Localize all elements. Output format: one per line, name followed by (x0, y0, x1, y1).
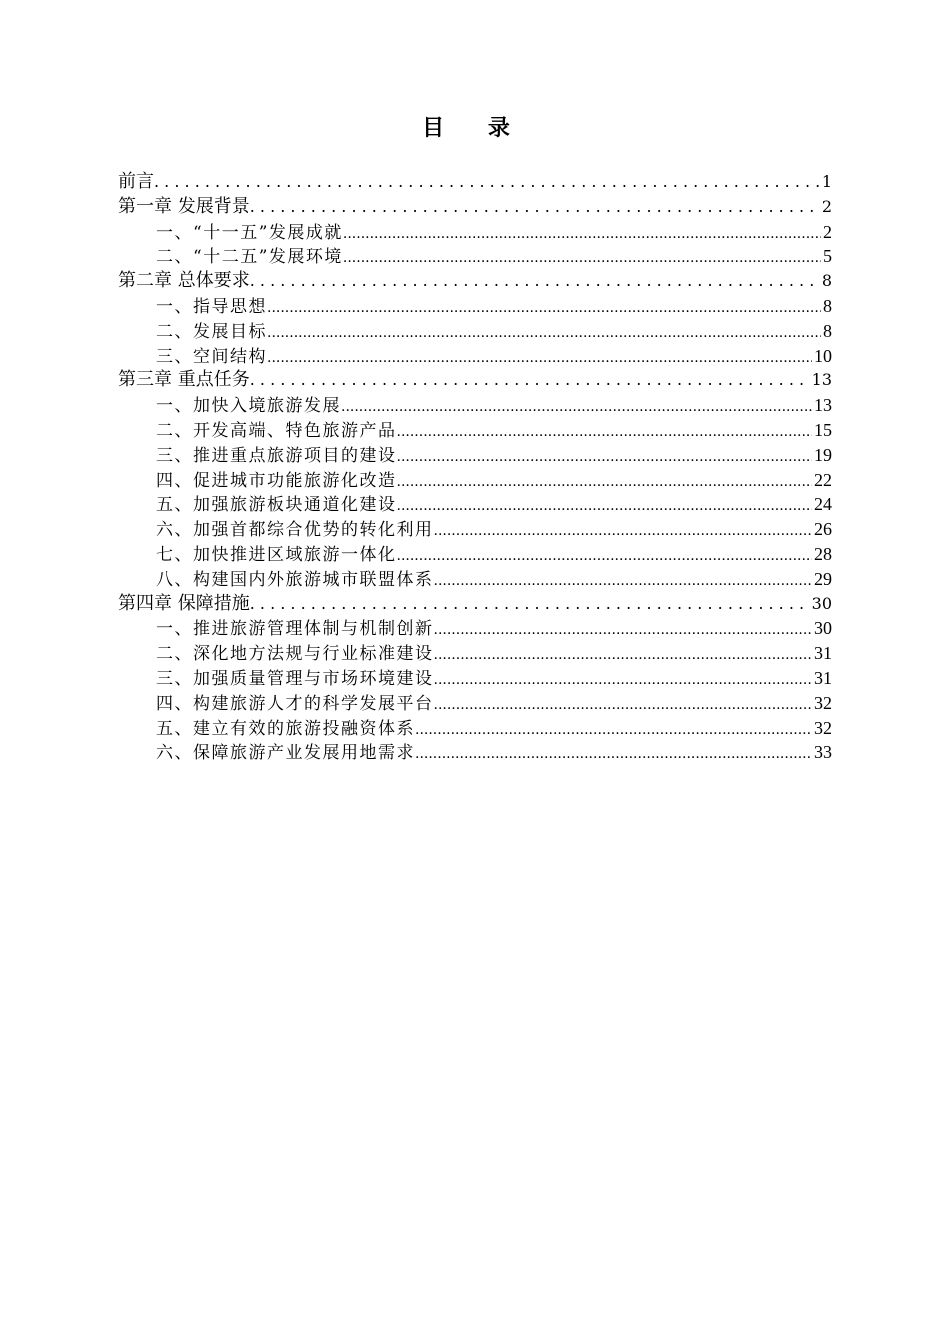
toc-page-number: 26 (814, 519, 832, 540)
toc-entry-section[interactable] (118, 691, 832, 716)
toc-page-number: 33 (814, 742, 832, 763)
toc-page-number: 5 (823, 246, 832, 267)
toc-page-number: 2 (821, 196, 832, 216)
toc-dot-leader (250, 195, 820, 220)
toc-dot-leader (434, 643, 813, 666)
toc-dot-leader (434, 668, 813, 691)
toc-page-number: 32 (814, 692, 832, 713)
toc-page-number: 13 (811, 370, 832, 390)
toc-dot-leader (434, 693, 813, 716)
toc-entry-label: 三、加强质量管理与市场环境建设 (156, 668, 434, 689)
toc-entry-label: 二、发展目标 (156, 321, 267, 342)
toc-entry-label: 六、加强首都综合优势的转化利用 (156, 520, 434, 541)
toc-page-number: 2 (823, 221, 832, 242)
toc-page-number: 31 (814, 667, 832, 688)
toc-dot-leader (250, 269, 820, 294)
toc-dot-leader (415, 742, 812, 765)
toc-entry-label: 一、“十一五”发展成就 (156, 222, 343, 243)
toc-page-number: 28 (814, 543, 832, 564)
toc-page-number: 15 (814, 419, 832, 440)
toc-entry-section[interactable] (118, 616, 832, 641)
toc-dot-leader (343, 222, 821, 245)
toc-dot-leader (434, 618, 813, 641)
toc-entry-label: 二、开发高端、特色旅游产品 (156, 420, 397, 441)
toc-entry-section[interactable] (118, 517, 832, 542)
toc-entry-preface[interactable] (118, 170, 832, 195)
toc-dot-leader (267, 321, 821, 344)
toc-entry-label: 四、构建旅游人才的科学发展平台 (156, 693, 434, 714)
toc-dot-leader (397, 420, 813, 443)
toc-entry-section[interactable] (118, 393, 832, 418)
toc-entry-section[interactable] (118, 468, 832, 493)
toc-dot-leader (267, 346, 812, 369)
toc-entry-section[interactable] (118, 443, 832, 468)
toc-page-number: 8 (823, 320, 832, 341)
toc-page-number: 32 (814, 717, 832, 738)
toc-entry-label: 二、深化地方法规与行业标准建设 (156, 644, 434, 665)
toc-entry-label: 五、建立有效的旅游投融资体系 (156, 718, 415, 739)
toc-entry-label: 二、“十二五”发展环境 (156, 247, 343, 268)
toc-entry-label: 一、推进旅游管理体制与机制创新 (156, 619, 434, 640)
toc-dot-leader (434, 519, 813, 542)
toc-page-number: 29 (814, 568, 832, 589)
toc-entry-section[interactable] (118, 344, 832, 369)
toc-dot-leader (397, 470, 813, 493)
toc-entry-section[interactable] (118, 567, 832, 592)
toc-page-number: 13 (814, 395, 832, 416)
toc-page-number: 24 (814, 494, 832, 515)
toc-entry-label: 三、推进重点旅游项目的建设 (156, 445, 397, 466)
toc-entry-label: 一、加快入境旅游发展 (156, 396, 341, 417)
toc-page-number: 8 (823, 295, 832, 316)
toc-entry-label: 第四章 保障措施 (118, 592, 250, 614)
toc-dot-leader (267, 296, 821, 319)
toc-entry-section[interactable] (118, 542, 832, 567)
toc-page-number: 10 (814, 345, 832, 366)
toc-entry-label: 第三章 重点任务 (118, 369, 250, 391)
toc-entry-chapter-1[interactable] (118, 195, 832, 220)
toc-entry-section[interactable] (118, 666, 832, 691)
toc-page-number: 30 (814, 618, 832, 639)
toc-entry-section[interactable] (118, 294, 832, 319)
toc-page-number: 19 (814, 444, 832, 465)
toc-entry-label: 三、空间结构 (156, 346, 267, 367)
toc-dot-leader (154, 170, 820, 195)
toc-entry-label: 五、加强旅游板块通道化建设 (156, 495, 397, 516)
toc-entry-section[interactable] (118, 244, 832, 269)
toc-dot-leader (397, 494, 813, 517)
toc-dot-leader (397, 445, 813, 468)
toc-entry-label: 八、构建国内外旅游城市联盟体系 (156, 569, 434, 590)
toc-dot-leader (250, 368, 810, 393)
toc-entry-section[interactable] (118, 740, 832, 765)
toc-page-number: 31 (814, 643, 832, 664)
toc-dot-leader (250, 592, 810, 617)
toc-entry-chapter-3[interactable] (118, 368, 832, 393)
toc-dot-leader (434, 569, 813, 592)
toc-entry-label: 七、加快推进区域旅游一体化 (156, 544, 397, 565)
toc-entry-section[interactable] (118, 220, 832, 245)
table-of-contents (118, 170, 832, 765)
toc-entry-label: 一、指导思想 (156, 296, 267, 317)
toc-page-number: 30 (811, 593, 832, 613)
toc-page-number: 22 (814, 469, 832, 490)
toc-dot-leader (341, 395, 812, 418)
toc-entry-label: 四、促进城市功能旅游化改造 (156, 470, 397, 491)
toc-entry-section[interactable] (118, 641, 832, 666)
page-title: 目 录 (422, 116, 528, 141)
toc-entry-label: 前言 (118, 171, 154, 192)
toc-page-number: 1 (821, 172, 832, 191)
toc-page-number: 8 (821, 271, 832, 291)
toc-entry-label: 第二章 总体要求 (118, 270, 250, 292)
toc-entry-label: 六、保障旅游产业发展用地需求 (156, 743, 415, 764)
toc-entry-label: 第一章 发展背景 (118, 195, 250, 217)
toc-dot-leader (397, 544, 813, 567)
toc-dot-leader (415, 718, 812, 741)
toc-entry-section[interactable] (118, 418, 832, 443)
toc-entry-section[interactable] (118, 492, 832, 517)
toc-dot-leader (343, 246, 821, 269)
toc-entry-section[interactable] (118, 716, 832, 741)
toc-entry-section[interactable] (118, 319, 832, 344)
toc-entry-chapter-4[interactable] (118, 592, 832, 617)
toc-entry-chapter-2[interactable] (118, 269, 832, 294)
